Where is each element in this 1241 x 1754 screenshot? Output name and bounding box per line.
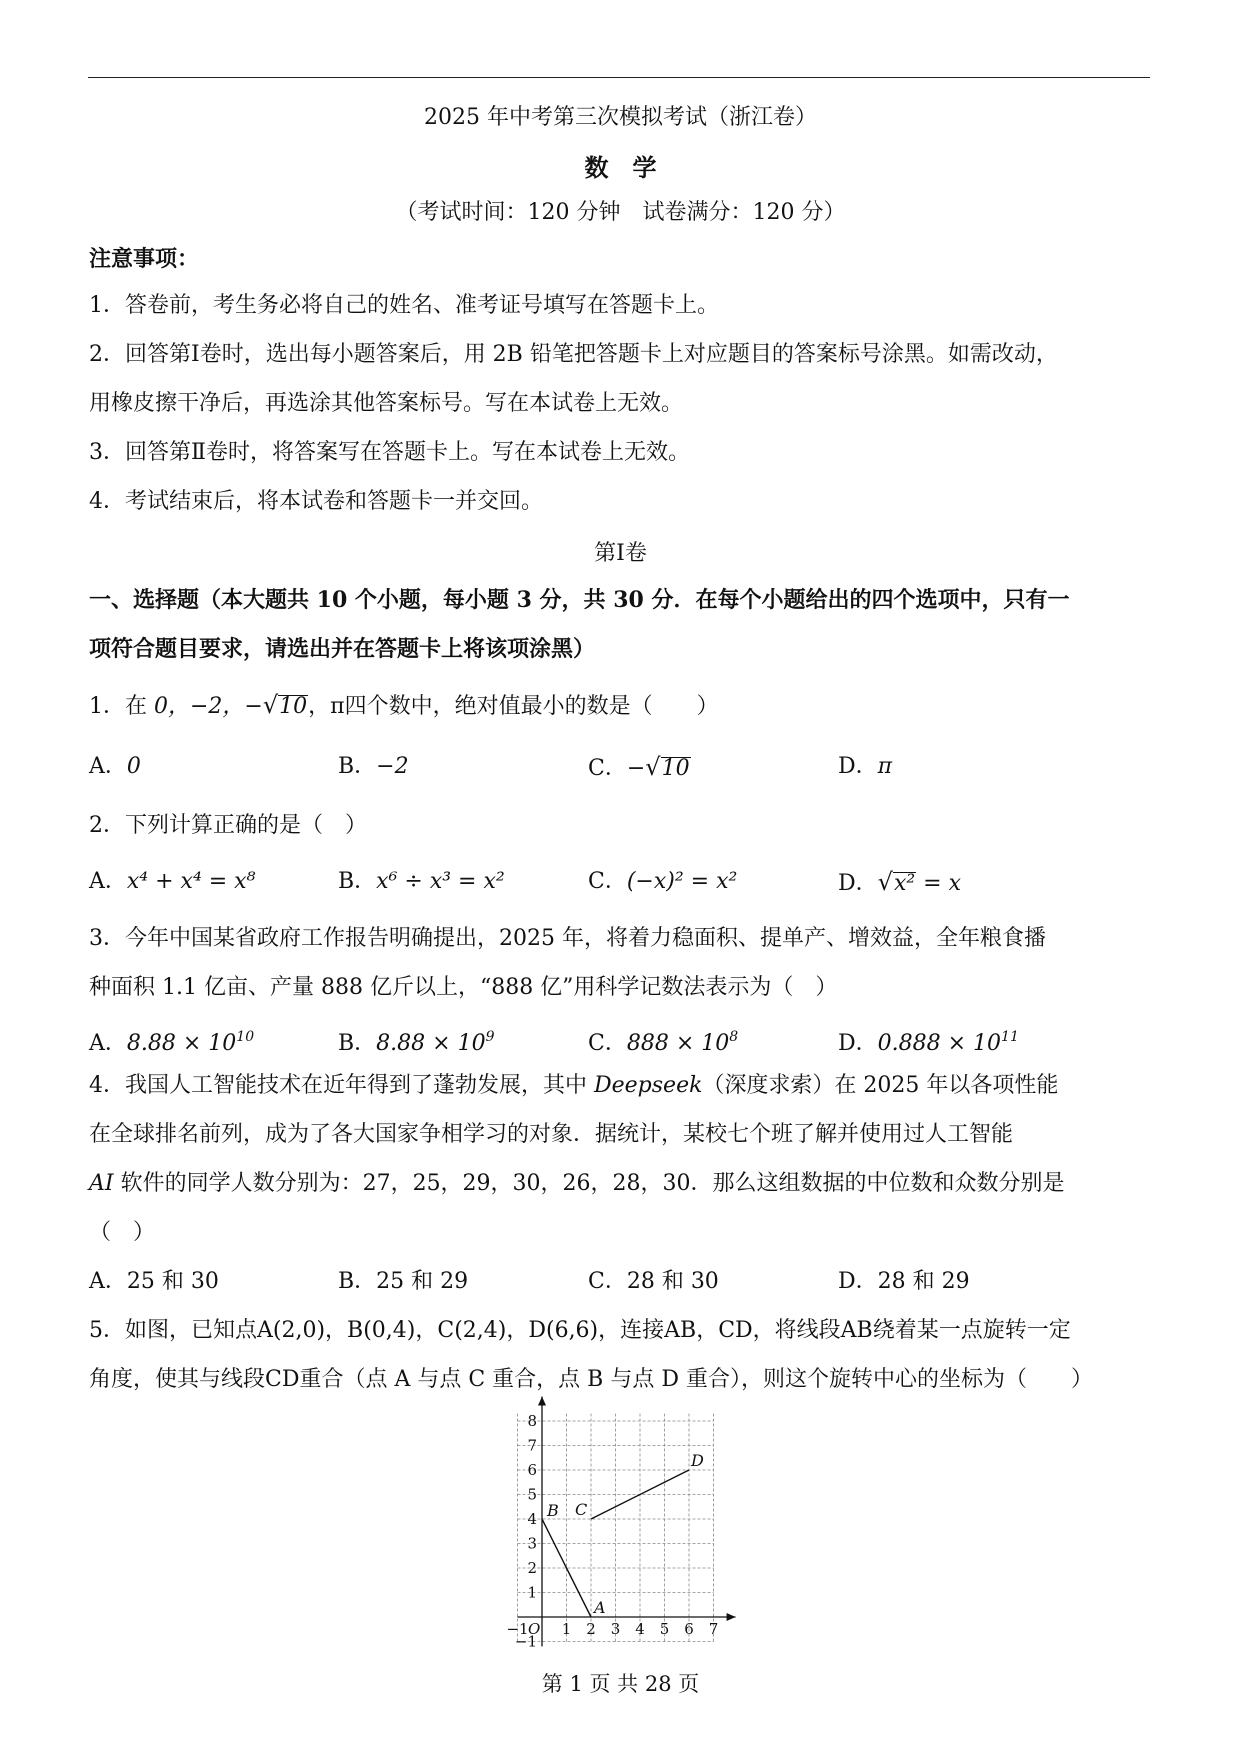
x-tick-label: 4 (635, 1620, 645, 1638)
q1-option-d[interactable]: D．π (838, 754, 893, 779)
x-tick-label: 7 (708, 1620, 719, 1638)
q3-option-d[interactable]: D．$0.888 \times 10^{11}$ (838, 1029, 1019, 1056)
question-3: 3．今年中国某省政府工作报告明确提出，2025 年，将着力稳面积、提单产、增效益，全年粮食播 (89, 926, 1046, 951)
y-tick-label: 3 (527, 1534, 537, 1553)
page-footer: 第 1 页 共 28 页 (541, 1672, 700, 1696)
subject-title: 数 学 (584, 153, 657, 182)
q4-option-c[interactable]: C．28 和 30 (588, 1269, 719, 1294)
coordinate-figure (500, 1395, 740, 1650)
exam-info: （考试时间：120 分钟 试卷满分：120 分） (395, 200, 846, 225)
q3-option-a[interactable]: A．$8.88 \times 10^{10}$ (89, 1029, 255, 1056)
section-heading: 一、选择题（本大题共 10 个小题，每小题 3 分，共 30 分．在每个小题给出的四个选项中，只有一 (89, 587, 1070, 613)
q2-option-a[interactable]: A．x⁴ + x⁴ = x⁸ (89, 869, 256, 894)
q4-option-d[interactable]: D．28 和 29 (838, 1269, 970, 1294)
notice-item-2-cont: 用橡皮擦干净后，再选涂其他答案标号。写在本试卷上无效。 (89, 391, 684, 416)
origin-label: O (528, 1620, 541, 1638)
point-label-b: B (547, 1501, 559, 1520)
x-tick-label: 3 (610, 1620, 621, 1638)
notice-item-4: 4．考试结束后，将本试卷和答题卡一并交回。 (89, 489, 543, 514)
q4-option-b[interactable]: B．25 和 29 (338, 1269, 469, 1294)
y-tick-label: −1 (514, 1632, 537, 1650)
question-3-cont: 种面积 1.1 亿亩、产量 888 亿斤以上，“888 亿”用科学记数法表示为（ ） (89, 975, 838, 1000)
y-tick-label: 6 (527, 1461, 537, 1479)
x-tick-label: 5 (659, 1620, 670, 1638)
q1-option-b[interactable]: B．−2 (338, 754, 409, 779)
notice-item-3: 3．回答第Ⅱ卷时，将答案写在答题卡上。写在本试卷上无效。 (89, 440, 690, 465)
x-tick-label: 1 (561, 1620, 572, 1638)
notice-heading: 注意事项： (89, 246, 200, 272)
point-label-d: D (691, 1451, 704, 1470)
y-tick-label: 2 (527, 1559, 537, 1577)
y-tick-label: 4 (527, 1510, 537, 1528)
q3-option-c[interactable]: C．$888 \times 10^8$ (588, 1029, 739, 1056)
q1-option-c[interactable]: C．−√10 (588, 753, 690, 781)
y-tick-label: 5 (527, 1485, 537, 1504)
q1-option-a[interactable]: A．0 (89, 754, 141, 779)
y-axis-arrow (538, 1397, 546, 1406)
question-4-cont-3: （ ） (89, 1220, 156, 1245)
question-5-cont: 角度，使其与线段CD重合（点 A 与点 C 重合，点 B 与点 D 重合），则这个旋转中心的坐标为（ ） (89, 1367, 1093, 1392)
question-1: 1．在 0，−2，−√10，π四个数中，绝对值最小的数是（ ） (89, 691, 719, 719)
volume-title: 第Ⅰ卷 (594, 541, 647, 566)
question-2: 2．下列计算正确的是（ ） (89, 813, 367, 838)
q2-option-c[interactable]: C．(−x)² = x² (588, 869, 738, 894)
top-rule (88, 77, 1150, 78)
question-4-cont-2: AI 软件的同学人数分别为：27，25，29，30，26，28，30．那么这组数据的中位数和众数分别是 (89, 1171, 1065, 1196)
notice-item-2: 2．回答第Ⅰ卷时，选出每小题答案后，用 2B 铅笔把答题卡上对应题目的答案标号涂黑。如需改动， (89, 342, 1058, 367)
q4-option-a[interactable]: A．25 和 30 (89, 1269, 219, 1294)
x-tick-label: 2 (586, 1620, 596, 1638)
y-tick-label: 1 (527, 1583, 537, 1602)
x-tick-label: −1 (506, 1620, 529, 1638)
y-tick-label: 8 (527, 1412, 537, 1430)
point-label-a: A (594, 1598, 606, 1617)
y-tick-label: 7 (527, 1436, 537, 1455)
x-axis-arrow (727, 1613, 736, 1621)
section-heading-cont: 项符合题目要求，请选出并在答题卡上将该项涂黑） (89, 636, 596, 662)
question-5: 5．如图，已知点A(2,0)，B(0,4)，C(2,4)，D(6,6)，连接AB，CD，将线段AB绕着某一点旋转一定 (89, 1318, 1071, 1343)
x-tick-label: 6 (684, 1620, 694, 1638)
exam-title: 2025 年中考第三次模拟考试（浙江卷） (424, 105, 817, 130)
q3-option-b[interactable]: B．$8.88 \times 10^9$ (338, 1029, 495, 1056)
question-4-cont: 在全球排名前列，成为了各大国家争相学习的对象．据统计，某校七个班了解并使用过人工智能 (89, 1122, 1014, 1147)
q2-option-b[interactable]: B．x⁶ ÷ x³ = x² (338, 869, 505, 894)
question-4: 4．我国人工智能技术在近年得到了蓬勃发展，其中 Deepseek（深度求索）在 2025 年以各项性能 (89, 1073, 1059, 1098)
point-label-c: C (575, 1500, 588, 1519)
notice-item-1: 1．答卷前，考生务必将自己的姓名、准考证号填写在答题卡上。 (89, 293, 719, 318)
q2-option-d[interactable]: D．√x² = x (838, 868, 961, 896)
